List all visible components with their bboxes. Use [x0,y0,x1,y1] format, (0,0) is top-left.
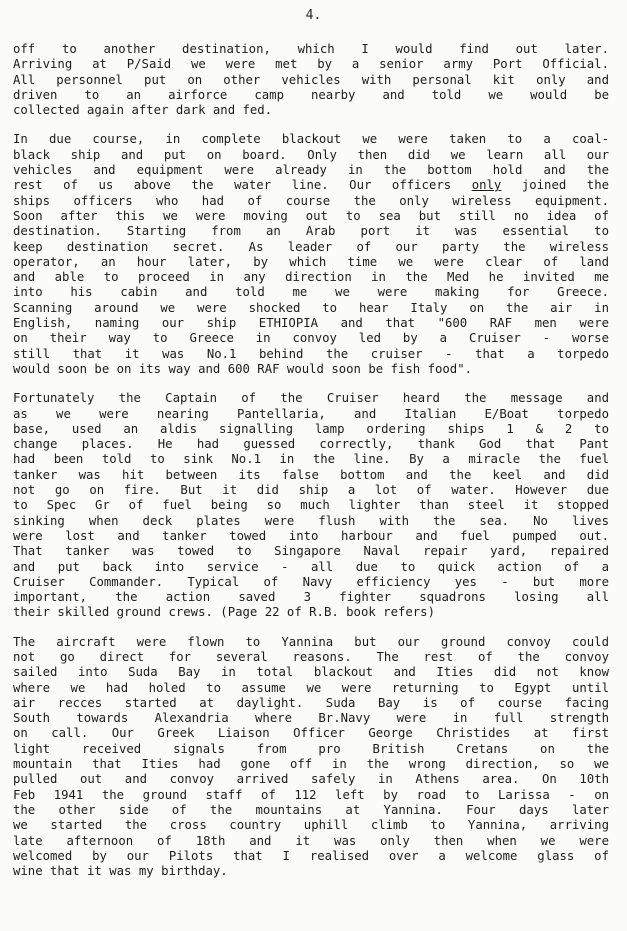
paragraph-1 [13,42,609,118]
page-number: 4. [305,8,322,23]
text-line: light received signals from pro British Cretans on the [13,741,609,756]
text-line: All personnel put on other vehicles with personal kit only and [13,72,609,87]
text-line: not go on fire. But it did ship a lot of water. However due [13,483,609,498]
emphasis-underline: only [471,178,502,193]
text-line: as we were nearing Pantellaria, and Italian E/Boat torpedo [13,406,609,421]
text-line: would soon be on its way and 600 RAF would soon be fish food". [13,361,473,376]
text-line: Fortunately the Captain of the Cruiser heard the message and [13,391,609,406]
text-line: operator, an hour later, by which time we were clear of land [13,254,609,269]
paragraph-3 [13,391,609,620]
text-line: welcomed by our Pilots that I realised over a welcome glass of [13,848,609,863]
text-line: sinking when deck plates were flush with the sea. No lives [13,513,609,528]
text-line: destination. Starting from an Arab port it was essential to [13,224,609,239]
text-line: the other side of the mountains at Yannina. Four days later [13,802,609,817]
text-line: That tanker was towed to Singapore Naval repair yard, repaired [13,544,609,559]
text-line: collected again after dark and fed. [13,103,273,118]
text-line: black ship and put on board. Only then did we learn all our [13,147,609,162]
text-line: still that it was No.1 behind the cruiser - that a torpedo [13,346,609,361]
text-line: Arriving at P/Said we were met by a senior army Port Official. [13,57,609,72]
text-line: Scanning around we were shocked to hear Italy on the air in [13,300,609,315]
text-line: late afternoon of 18th and it was only then when we were [13,833,609,848]
text-line: English, naming our ship ETHIOPIA and that "600 RAF men were [13,316,609,331]
text-line: air recces started at daylight. Suda Bay is of course facing [13,695,609,710]
text-line: base, used an aldis signalling lamp ordering ships 1 & 2 to [13,421,609,436]
text-line: were lost and tanker towed into harbour and fuel pumped out. [13,528,609,543]
text-line: sailed into Suda Bay in total blackout and Ities did not know [13,665,609,680]
text-line: pulled out and convoy arrived safely in Athens area. On 10th [13,772,609,787]
text-line: we started the cross country uphill climb to Yannina, arriving [13,818,609,833]
text-line: The aircraft were flown to Yannina but our ground convoy could [13,634,609,649]
paragraph-2 [13,132,609,377]
text-line: wine that it was my birthday. [13,864,228,879]
text-line: Cruiser Commander. Typical of Navy efficiency yes - but more [13,574,609,589]
text-line: ships officers who had of course the only wireless equipment. [13,193,609,208]
text-line: driven to an airforce camp nearby and told we would be [13,87,609,102]
text-line: to Spec Gr of fuel being so much lighter than steel it stopped [13,498,609,513]
text-line: rest of us above the water line. Our officers only joined the [13,178,609,193]
text-line: In due course, in complete blackout we were taken to a coal- [13,132,609,147]
text-line: on their way to Greece in convoy led by a Cruiser - worse [13,331,609,346]
text-line: not go direct for several reasons. The rest of the convoy [13,649,609,664]
text-line: important, the action saved 3 fighter squadrons losing all [13,590,609,605]
text-line: off to another destination, which I would find out later. [13,42,609,56]
text-line: and able to proceed in any direction in the Med he invited me [13,270,609,285]
paragraph-4 [13,635,609,880]
text-line: vehicles and equipment were already in the bottom hold and the [13,163,609,178]
text-line: had been told to sink No.1 in the line. By a miracle the fuel [13,452,609,467]
text-line: tanker was hit between its false bottom and the keel and did [13,467,609,482]
text-line: into his cabin and told me we were making for Greece. [13,285,609,300]
text-line: Feb 1941 the ground staff of 112 left by road to Larissa - on [13,787,609,802]
text-line: and put back into service - all due to quick action of a [13,559,609,574]
text-line: keep destination secret. As leader of our party the wireless [13,239,609,254]
text-line: mountain that Ities had gone off in the wrong direction, so we [13,757,609,772]
text-line: where we had holed to assume we were returning to Egypt until [13,680,609,695]
text-line: on call. Our Greek Liaison Officer George Christides at first [13,726,609,741]
text-line: Soon after this we were moving out to sea but still no idea of [13,208,609,223]
body-text [13,42,609,893]
text-line: their skilled ground crews. (Page 22 of R.B. book refers) [13,605,435,620]
text-line: change places. He had guessed correctly, thank God that Pant [13,437,609,452]
text-line: South towards Alexandria where Br.Navy were in full strength [13,711,609,726]
